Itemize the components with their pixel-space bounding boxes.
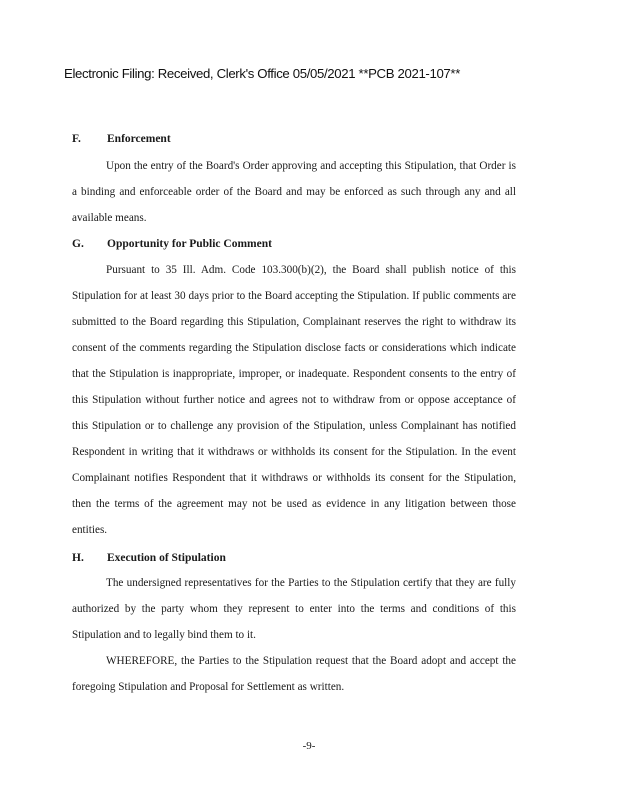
section-title: Execution of Stipulation	[107, 552, 226, 564]
wherefore-paragraph	[72, 648, 516, 700]
page-number: -9-	[302, 740, 316, 752]
public-comment-paragraph	[72, 257, 516, 543]
section-heading-public-comment	[72, 238, 272, 250]
enforcement-paragraph	[72, 153, 516, 231]
section-letter: H.	[72, 552, 84, 564]
paragraph-text: Pursuant to 35 Ill. Adm. Code 103.300(b)(2), the Board shall publish notice of this Stipulation for at least 30 days prior to the Board accepting the Stipulation. If public comments are submitted to the Board regarding this Stipulation, Complainant reserves the right to withdraw its consent of the comments regarding the Stipulation disclose facts or considerations which indicate that the Stipulation is inappropriate, improper, or inadequate. Respondent consents to the entry of this Stipulation without further notice and agrees not to withdraw from or oppose acceptance of this Stipulation or to challenge any provision of the Stipulation, unless Complainant has notified Respondent in writing that it withdraws or withholds its consent for the Stipulation. In the event Complainant notifies Respondent that it withdraws or withholds its consent for the Stipulation, then the terms of the agreement may not be used as evidence in any litigation between those entities.	[72, 264, 516, 536]
section-letter: G.	[72, 238, 84, 250]
paragraph-text: WHEREFORE, the Parties to the Stipulation request that the Board adopt and accept the foregoing Stipulation and Proposal for Settlement as written.	[72, 655, 516, 693]
electronic-filing-stamp: Electronic Filing: Received, Clerk's Office 05/05/2021 **PCB 2021-107**	[64, 66, 460, 81]
paragraph-text: The undersigned representatives for the Parties to the Stipulation certify that they are fully authorized by the party whom they represent to enter into the terms and conditions of this Stipulation and to legally bind them to it.	[72, 577, 516, 641]
section-title: Opportunity for Public Comment	[107, 238, 272, 250]
paragraph-text: Upon the entry of the Board's Order approving and accepting this Stipulation, that Order is a binding and enforceable order of the Board and may be enforced as such through any and all available means.	[72, 160, 516, 224]
section-heading-execution	[72, 552, 226, 564]
section-letter: F.	[72, 133, 81, 145]
section-title: Enforcement	[107, 133, 171, 145]
section-heading-enforcement	[72, 133, 171, 145]
execution-paragraph	[72, 570, 516, 648]
